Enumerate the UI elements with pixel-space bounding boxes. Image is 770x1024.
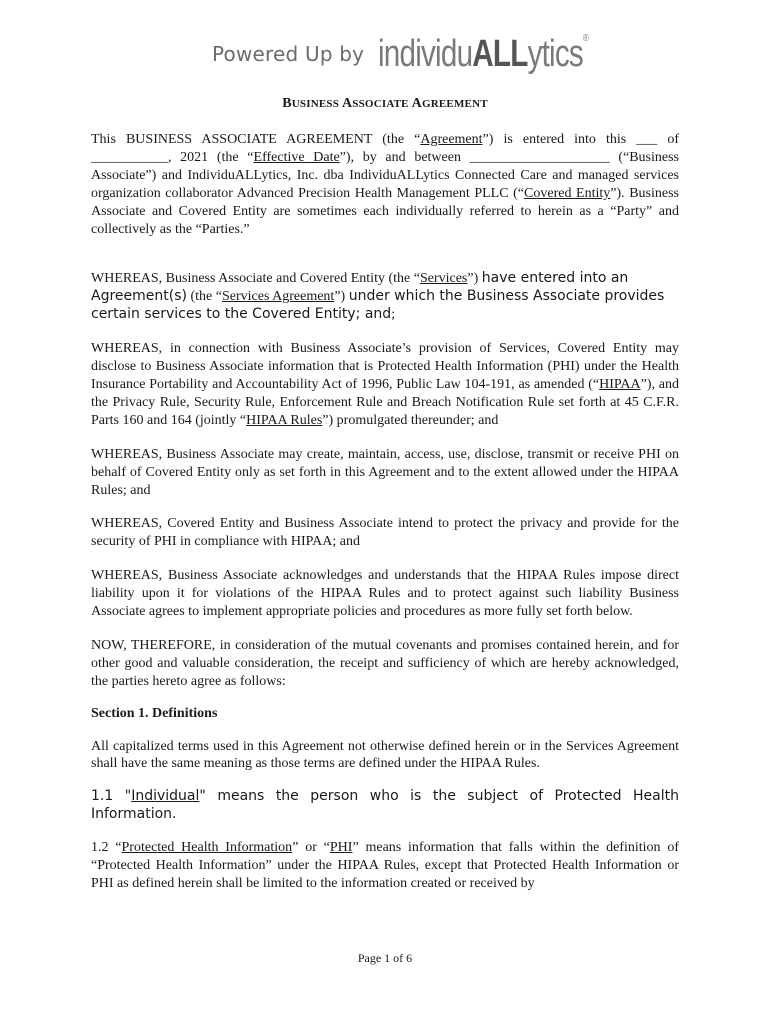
services-agreement-term: Services Agreement [221,289,335,305]
brand-logo: individuALLytics® [378,32,589,75]
page-number: Page 1 of 6 [357,951,413,965]
whereas-paragraph-1: WHEREAS, Business Associate and Covered Entity (the “Services”) have entered into an Agreement(s) (the “Services Agreement”) under which the Business Associate provides certain services to the Covered Entity; and; [91,270,665,323]
document-body [91,131,679,893]
intro-paragraph: This BUSINESS ASSOCIATE AGREEMENT (the “Agreement”) is entered into this ___ of ___________, 2021 (the “Effective Date”), by and between ____________________ (“Business Associate”) and IndividuALLytics, Inc. dba IndividuALLytics Connected Care and managed services organization collaborator Advanced Precision Health Management PLLC (“Covered Entity”). Business Associate and Covered Entity are sometimes each individually referred to herein as a “Party” and collectively as the “Parties.” [91,132,680,237]
whereas-paragraph-3: WHEREAS, Business Associate may create, maintain, access, use, disclose, transmit or receive PHI on behalf of Covered Entity only as set forth in this Agreement and to the extent allowed under the HIPAA Rules; and [91,446,679,498]
now-therefore-paragraph: NOW, THEREFORE, in consideration of the mutual covenants and promises contained herein, and for other good and valuable consideration, the receipt and sufficiency of which are hereby acknowledged, the parties hereto agree as follows: [91,637,679,689]
individual-term: Individual [131,788,200,805]
hipaa-term: HIPAA [599,376,641,392]
header-logo [212,30,647,78]
section-1-heading: Section 1. Definitions [91,705,218,721]
whereas-paragraph-5: WHEREAS, Business Associate acknowledges and understands that the HIPAA Rules impose direct liability upon it for violations of the HIPAA Rules and to protect against such liability Business Associate agrees to implement appropriate policies and procedures as more fully set forth below. [91,568,679,620]
document-title: BUSINESS ASSOCIATE AGREEMENT [282,96,488,111]
phi-long-term: Protected Health Information [121,840,293,856]
services-term: Services [419,271,468,287]
whereas-paragraph-4: WHEREAS, Covered Entity and Business Associate intend to protect the privacy and provide for the security of PHI in compliance with HIPAA; and [91,516,679,550]
whereas-paragraph-2: WHEREAS, in connection with Business Associate’s provision of Services, Covered Entity may disclose to Business Associate information that is Protected Health Information (PHI) under the Health Insurance Portability and Accountability Act of 1996, Public Law 104-191, as amended (“HIPAA”), and the Privacy Rule, Security Rule, Enforcement Rule and Breach Notification Rule set forth at 45 C.F.R. Parts 160 and 164 (jointly “HIPAA Rules”) promulgated thereunder; and [91,341,680,428]
effective-date-term: Effective Date [253,149,340,165]
section-1-text: All capitalized terms used in this Agreement not otherwise defined herein or in the Services Agreement shall have the same meaning as those terms are defined under the HIPAA Rules. [91,738,679,772]
phi-term: PHI [329,840,353,856]
definition-1-1: 1.1 "Individual" means the person who is the subject of Protected Health Information. [91,788,679,823]
definition-1-2: 1.2 “Protected Health Information” or “PHI” means information that falls within the definition of “Protected Health Information” under the HIPAA Rules, except that Protected Health Information or PHI as defined herein shall be limited to the information created or received by [91,840,680,892]
agreement-term: Agreement [420,132,483,147]
hipaa-rules-term: HIPAA Rules [246,412,323,428]
powered-by-text: Powered Up by [212,42,365,66]
covered-entity-term: Covered Entity [524,185,611,201]
